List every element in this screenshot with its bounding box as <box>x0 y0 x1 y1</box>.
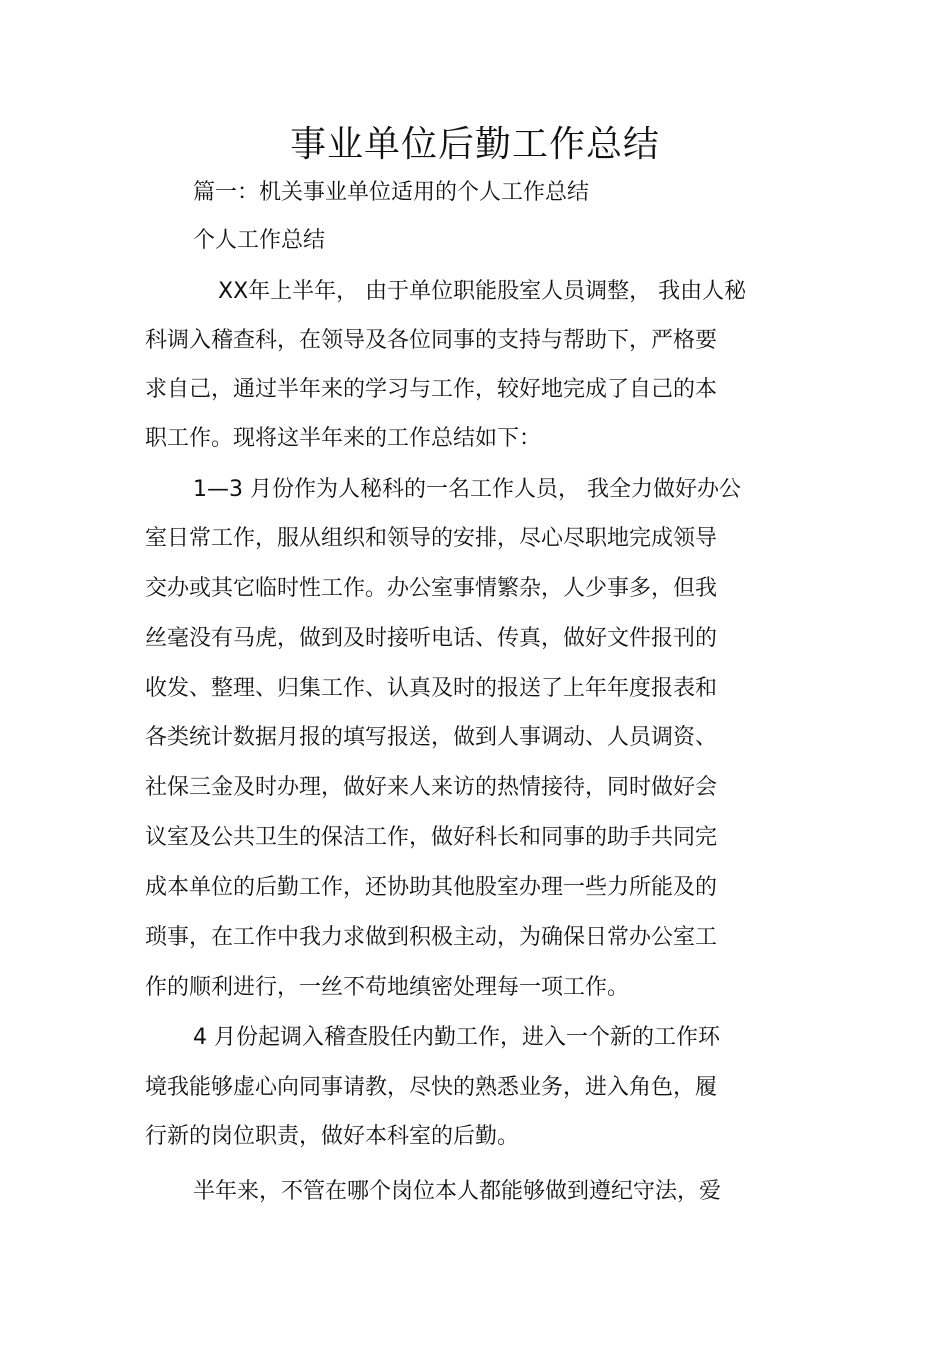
body-line: 各类统计数据月报的填写报送，做到人事调动、人员调资、 <box>145 725 718 750</box>
body-line: XX年上半年， 由于单位职能股室人员调整， 我由人秘 <box>218 279 747 304</box>
section-heading: 个人工作总结 <box>193 228 326 253</box>
document-subtitle: 篇一：机关事业单位适用的个人工作总结 <box>193 180 590 205</box>
body-line: 成本单位的后勤工作，还协助其他股室办理一些力所能及的 <box>145 875 718 900</box>
body-line: 琐事，在工作中我力求做到积极主动，为确保日常办公室工 <box>145 925 718 950</box>
body-line: 交办或其它临时性工作。办公室事情繁杂，人少事多，但我 <box>145 576 718 601</box>
body-line: 行新的岗位职责，做好本科室的后勤。 <box>145 1124 520 1149</box>
body-line: 1—3 月份作为人秘科的一名工作人员， 我全力做好办公 <box>193 477 741 502</box>
body-line: 室日常工作，服从组织和领导的安排，尽心尽职地完成领导 <box>145 526 718 551</box>
body-line: 作的顺利进行，一丝不苟地缜密处理每一项工作。 <box>145 975 630 1000</box>
body-line: 社保三金及时办理，做好来人来访的热情接待，同时做好会 <box>145 775 718 800</box>
body-line: 半年来，不管在哪个岗位本人都能够做到遵纪守法，爱 <box>193 1179 722 1204</box>
body-line: 求自己，通过半年来的学习与工作，较好地完成了自己的本 <box>145 377 718 402</box>
body-line: 议室及公共卫生的保洁工作，做好科长和同事的助手共同完 <box>145 825 718 850</box>
body-line: 收发、整理、归集工作、认真及时的报送了上年年度报表和 <box>145 676 718 701</box>
body-line: 科调入稽查科，在领导及各位同事的支持与帮助下，严格要 <box>145 328 718 353</box>
body-line: 职工作。现将这半年来的工作总结如下： <box>145 426 542 451</box>
document-title: 事业单位后勤工作总结 <box>289 124 660 165</box>
body-line: 丝毫没有马虎，做到及时接听电话、传真，做好文件报刊的 <box>145 626 718 651</box>
body-line: 4 月份起调入稽查股任内勤工作，进入一个新的工作环 <box>193 1025 720 1050</box>
body-line: 境我能够虚心向同事请教，尽快的熟悉业务，进入角色，履 <box>145 1075 718 1100</box>
